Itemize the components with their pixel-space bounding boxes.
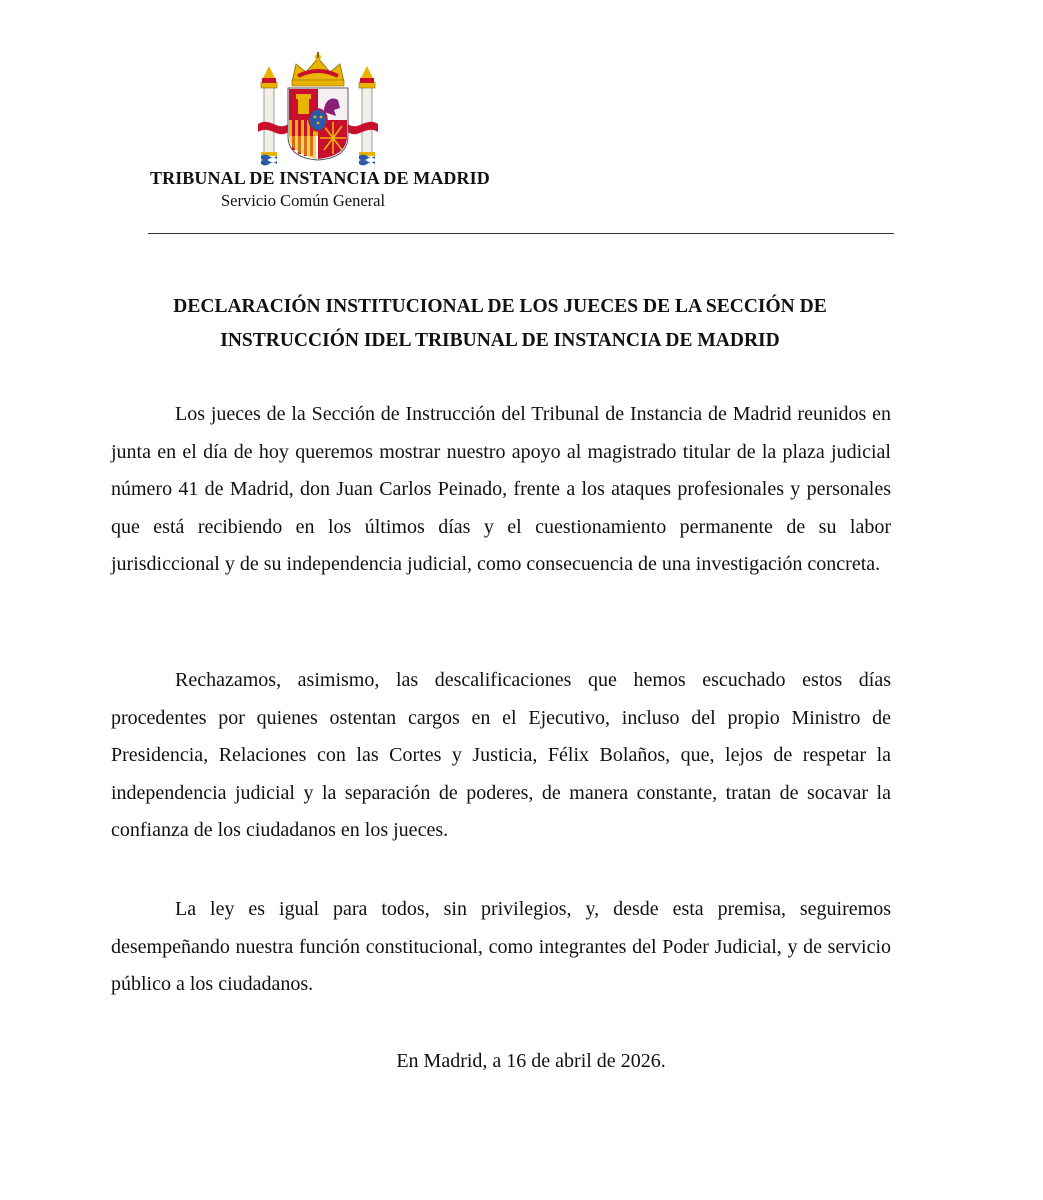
title-line-1: DECLARACIÓN INSTITUCIONAL DE LOS JUECES DE LA SECCIÓN DE [173, 296, 827, 317]
document-title [110, 290, 890, 358]
service-name: Servicio Común General [221, 191, 386, 210]
paragraph-commitment: La ley es igual para todos, sin privilegios, y, desde esta premisa, seguiremos desempeñando nuestra función constitucional, como integrantes del Poder Judicial, y de servicio público a los ciudadanos. [111, 898, 891, 995]
title-line-2: INSTRUCCIÓN IDEL TRIBUNAL DE INSTANCIA DE MADRID [220, 330, 780, 351]
paragraph-support: Los jueces de la Sección de Instrucción del Tribunal de Instancia de Madrid reunidos en junta en el día de hoy queremos mostrar nuestro apoyo al magistrado titular de la plaza judicial número 41 de Madrid, don Juan Carlos Peinado, frente a los ataques profesionales y personales que está recibiendo en los últimos días y el cuestionamiento permanente de su labor jurisdiccional y de su independencia judicial, como consecuencia de una investigación concreta. [111, 403, 891, 575]
header-divider [148, 233, 894, 234]
paragraph-rejection: Rechazamos, asimismo, las descalificaciones que hemos escuchado estos días procedentes por quienes ostentan cargos en el Ejecutivo, incluso del propio Ministro de Presidencia, Relaciones con las Cortes y Justicia, Félix Bolaños, que, lejos de respetar la independencia judicial y la separación de poderes, de manera constante, tratan de socavar la confianza de los ciudadanos en los jueces. [111, 669, 891, 841]
coat-of-arms-emblem [258, 52, 378, 170]
date-line: En Madrid, a 16 de abril de 2026. [396, 1050, 666, 1072]
institution-name: TRIBUNAL DE INSTANCIA DE MADRID [150, 168, 490, 188]
